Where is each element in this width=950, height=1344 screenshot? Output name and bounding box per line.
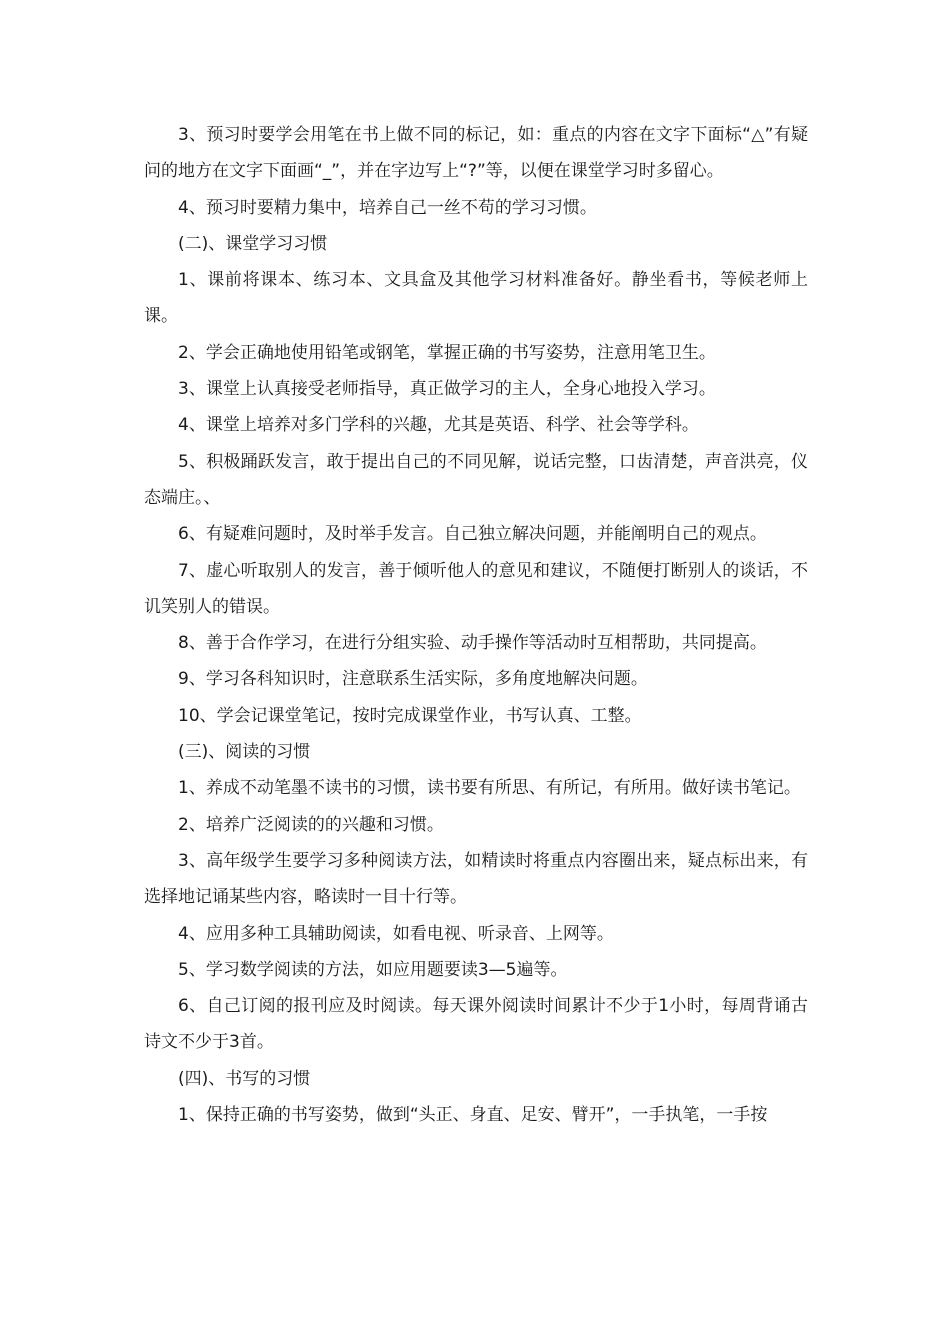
document-body	[144, 117, 808, 1133]
paragraph: 6、有疑难问题时，及时举手发言。自己独立解决问题，并能阐明自己的观点。	[178, 524, 767, 545]
paragraph: 1、保持正确的书写姿势，做到“头正、身直、足安、臂开”，一手执笔，一手按	[178, 1105, 768, 1126]
paragraph: 1、课前将课本、练习本、文具盒及其他学习材料准备好。静坐看书，等候老师上课。	[144, 270, 808, 327]
paragraph: 3、高年级学生要学习多种阅读方法，如精读时将重点内容圈出来，疑点标出来，有选择地记诵某些内容，略读时一目十行等。	[144, 850, 808, 908]
section-heading: (三)、阅读的习惯	[178, 742, 311, 763]
paragraph: 8、善于合作学习，在进行分组实验、动手操作等活动时互相帮助，共同提高。	[178, 633, 767, 654]
paragraph: 3、预习时要学会用笔在书上做不同的标记，如：重点的内容在文字下面标“△”有疑问的地方在文字下面画“_”，并在字边写上“?”等，以便在课堂学习时多留心。	[144, 125, 808, 182]
paragraph: 4、预习时要精力集中，培养自己一丝不苟的学习习惯。	[178, 197, 597, 218]
paragraph: 7、虚心听取别人的发言，善于倾听他人的意见和建议，不随便打断别人的谈话，不讥笑别人的错误。	[144, 560, 808, 617]
paragraph: 9、学习各科知识时，注意联系生活实际，多角度地解决问题。	[178, 669, 648, 690]
paragraph: 5、积极踊跃发言，敢于提出自己的不同见解，说话完整，口齿清楚，声音洪亮，仪态端庄。、	[144, 451, 808, 508]
section-heading: (二)、课堂学习习惯	[178, 233, 328, 254]
paragraph: 6、自己订阅的报刊应及时阅读。每天课外阅读时间累计不少于1小时，每周背诵古诗文不少于3首。	[144, 996, 808, 1053]
paragraph: 4、课堂上培养对多门学科的兴趣，尤其是英语、科学、社会等学科。	[178, 415, 699, 436]
paragraph: 2、培养广泛阅读的的兴趣和习惯。	[178, 814, 444, 835]
paragraph: 10、学会记课堂笔记，按时完成课堂作业，书写认真、工整。	[178, 705, 642, 726]
paragraph: 2、学会正确地使用铅笔或钢笔，掌握正确的书写姿势，注意用笔卫生。	[178, 342, 716, 363]
paragraph: 3、课堂上认真接受老师指导，真正做学习的主人，全身心地投入学习。	[178, 379, 716, 400]
paragraph: 1、养成不动笔墨不读书的习惯，读书要有所思、有所记，有所用。做好读书笔记。	[178, 778, 801, 799]
paragraph: 4、应用多种工具辅助阅读，如看电视、听录音、上网等。	[178, 923, 614, 944]
paragraph: 5、学习数学阅读的方法，如应用题要读3—5遍等。	[178, 959, 568, 980]
section-heading: (四)、书写的习惯	[178, 1068, 311, 1089]
